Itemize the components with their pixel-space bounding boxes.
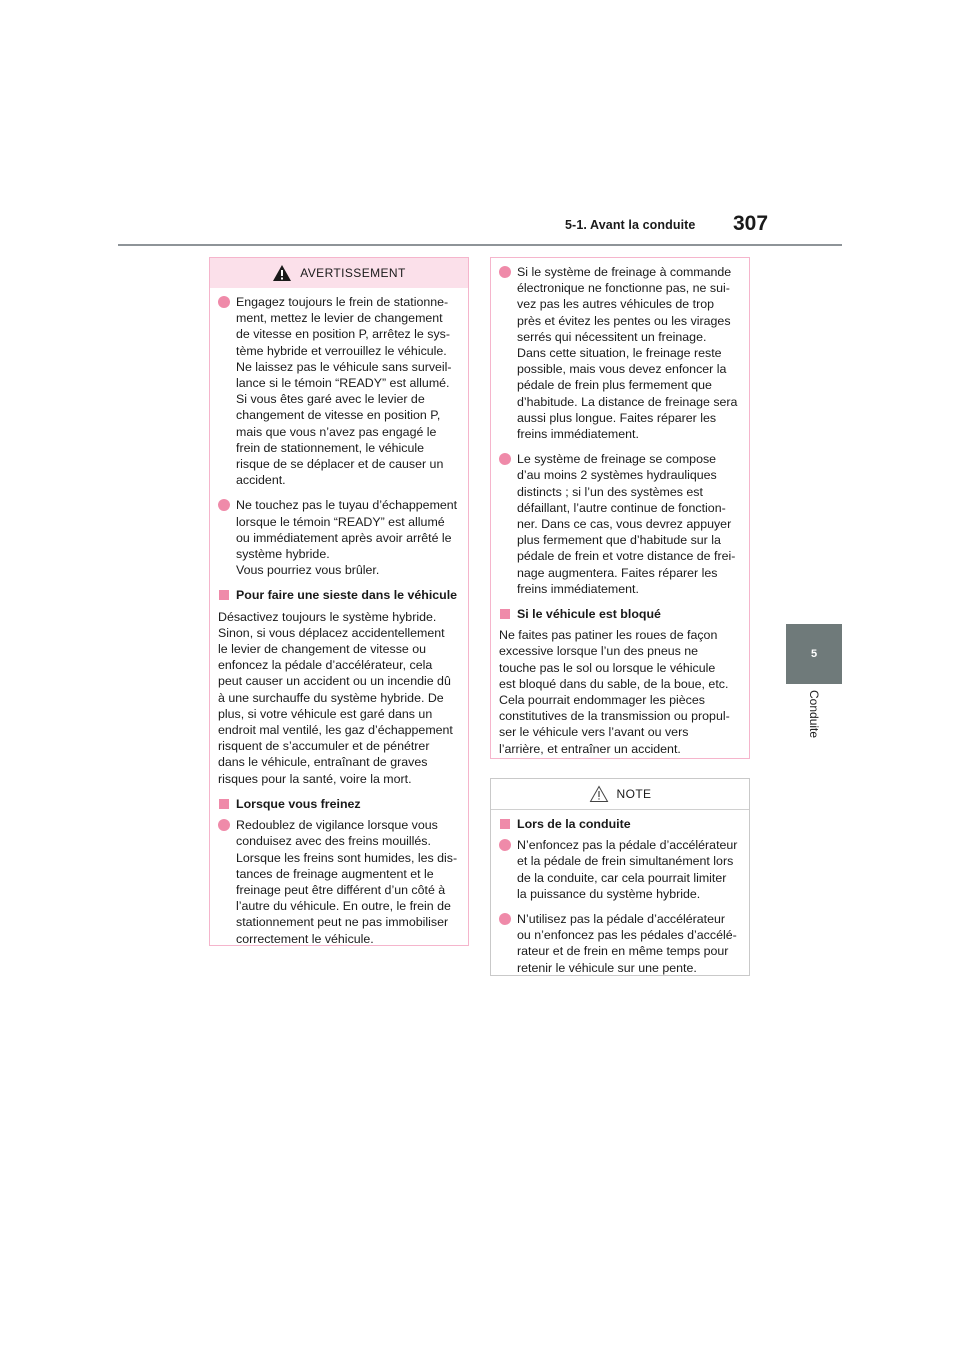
chapter-label <box>806 690 822 770</box>
section-title: 5-1. Avant la conduite <box>565 218 696 232</box>
paragraph: Désactivez toujours le système hybride. Sinon, si vous déplacez accidentellement le levier de changement de vitesse ou enfoncez la pédale d’accélérateur, cela peut causer un accident ou un incendie dû à une surchauffe du système hybride. De plus, si votre véhicule est garé dans un endroit mal ventilé, les gaz d’échappement risquent de s’accumuler et de pénétrer dans le véhicule, entraînant de graves risques pour la santé, voire la mort. <box>218 609 453 786</box>
note-box-title: NOTE <box>616 786 652 801</box>
paragraph: Ne faites pas patiner les roues de façon excessive lorsque l’un des pneus ne touche pas le sol ou lorsque le véhicule est bloqué dans du sable, de la boue, etc. Cela pourrait endommager les pièces constitutives de la transmission ou propul- ser le véhicule vers l’avant ou vers l’arrière, et entraîner un accident. <box>499 628 730 756</box>
warning-box-title: AVERTISSEMENT <box>300 265 406 280</box>
square-bullet-icon <box>500 819 510 829</box>
subsection-title: Lorsque vous freinez <box>218 796 460 812</box>
square-bullet-icon <box>219 799 229 809</box>
warning-box-header <box>210 258 468 288</box>
list-item: Ne touchez pas le tuyau d’échappement lorsque le témoin “READY” est allumé ou immédiatement après avoir arrêté le système hybride. Vous pourriez vous brûler. <box>218 497 460 578</box>
subsection-title: Lors de la conduite <box>499 816 741 832</box>
note-box-header <box>491 779 749 810</box>
subsection-title: Si le véhicule est bloqué <box>499 606 741 622</box>
list-item: N’enfoncez pas la pédale d’accélérateur et la pédale de frein simultanément lors de la conduite, car cela pourrait limiter la puissance du système hybride. <box>499 837 741 902</box>
page-number: 307 <box>733 212 769 235</box>
bullet-dot-icon <box>499 913 511 925</box>
bullet-dot-icon <box>218 499 230 511</box>
list-item: Le système de freinage se compose d’au moins 2 systèmes hydrauliques distincts ; si l’un des systèmes est défaillant, l’autre continue de fonction- ner. Dans ce cas, vous devrez appuyer plus fermement que d’habitude sur la pédale de frein et votre distance de frei- nage augmentera. Faites réparer les freins immédiatement. <box>499 451 741 597</box>
warning-box <box>209 257 469 946</box>
square-bullet-icon <box>500 609 510 619</box>
list-item: Redoublez de vigilance lorsque vous conduisez avec des freins mouillés. Lorsque les freins sont humides, les dis- tances de freinage augmentent et le freinage peut être différent d’un côté à l’autre du véhicule. En outre, le frein de stationnement peut ne pas immobiliser correctement le véhicule. <box>218 817 460 947</box>
chapter-label-text: Conduite <box>807 690 821 739</box>
bullet-dot-icon <box>499 453 511 465</box>
caution-triangle-icon <box>589 785 609 803</box>
chapter-tab <box>786 624 842 684</box>
bullet-dot-icon <box>499 266 511 278</box>
list-item: N’utilisez pas la pédale d’accélérateur ou n’enfoncez pas les pédales d’accélé- rateur et de frein en même temps pour retenir le véhicule sur une pente. <box>499 911 741 976</box>
list-item: Engagez toujours le frein de stationne- ment, mettez le levier de changement de vitesse en position P, arrêtez le sys- tème hybride et verrouillez le véhicule. Ne laissez pas le véhicule sans surveil- lance si le témoin “READY” est allumé. Si vous êtes garé avec le levier de changement de vitesse en position P, mais que vous n’avez pas engagé le frein de stationnement, le véhicule risque de se déplacer et de causer un accident. <box>218 294 460 488</box>
header-divider <box>118 244 842 246</box>
bullet-dot-icon <box>218 819 230 831</box>
bullet-dot-icon <box>499 839 511 851</box>
subsection-title: Pour faire une sieste dans le véhicule <box>218 587 460 603</box>
note-box <box>490 778 750 976</box>
list-item: Si le système de freinage à commande électronique ne fonctionne pas, ne sui- vez pas les autres véhicules de trop près et évitez les pentes ou les virages serrés qui nécessitent un freinage. Dans cette situation, le freinage reste possible, mais vous devez enfoncer la pédale de frein plus fermement que d’habitude. La distance de freinage sera aussi plus longue. Faites réparer les freins immédiatement. <box>499 264 741 442</box>
bullet-dot-icon <box>218 296 230 308</box>
chapter-number: 5 <box>810 648 818 660</box>
square-bullet-icon <box>219 590 229 600</box>
warning-triangle-icon <box>272 264 292 282</box>
warning-box-continued <box>490 257 750 759</box>
